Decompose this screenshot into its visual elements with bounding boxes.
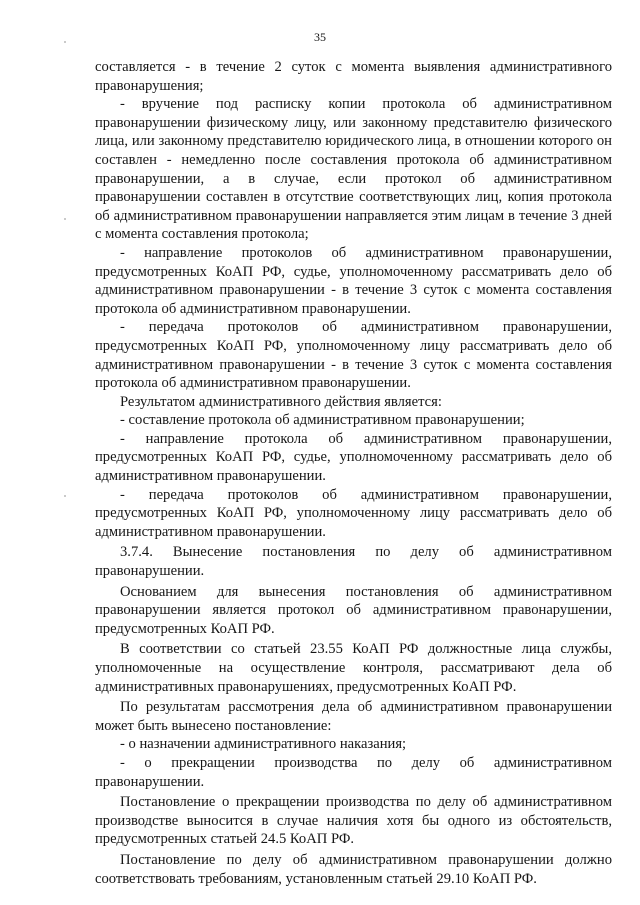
scan-speck <box>64 218 66 220</box>
paragraph-10: Основанием для вынесения постановления об административном правонарушении является протокол об административном правонарушении, предусмотренных КоАП РФ. <box>95 583 612 637</box>
scan-speck <box>64 41 66 43</box>
page-number: 35 <box>314 30 326 44</box>
paragraph-11: В соответствии со статьей 23.55 КоАП РФ должностные лица службы, уполномоченные на осуществление контроля, рассматривают дела об административных правонарушениях, предусмотренных КоАП РФ. <box>95 641 612 695</box>
paragraph-1: составляется - в течение 2 суток с момента выявления административного правонарушения; <box>95 59 612 94</box>
paragraph-15: Постановление о прекращении производства по делу об административном производстве выносится в случае наличия хотя бы одного из обстоятельств, предусмотренных статьей 24.5 КоАП РФ. <box>95 794 612 848</box>
paragraph-6: - составление протокола об административном правонарушении; <box>120 412 525 429</box>
scan-speck <box>64 495 66 497</box>
body-text <box>95 58 612 888</box>
paragraph-14: - о прекращении производства по делу об административном правонарушении. <box>95 754 612 790</box>
paragraph-16: Постановление по делу об административном правонарушении должно соответствовать требованиям, установленным статьей 29.10 КоАП РФ. <box>95 851 612 887</box>
paragraph-7: - направление протокола об административном правонарушении, предусмотренных КоАП РФ, судье, уполномоченному рассматривать дело об административном правонарушении. <box>95 430 612 485</box>
paragraph-13: - о назначении административного наказания; <box>120 736 407 753</box>
paragraph-2: - вручение под расписку копии протокола об административном правонарушении физическому лицу, или законному представителю физического лица, или законному представителю юридического лица, в отношении которого он составлен - немедленно после составления протокола об административном правонарушении, а в случае, если протокол об административном правонарушении составлен в отсутствие соответствующих лиц, копия протокола об административном правонарушении направляется этим лицам в течение 3 дней с момента составления протокола; <box>95 96 612 243</box>
paragraph-8: - передача протоколов об административном правонарушении, предусмотренных КоАП РФ, уполномоченному лицу рассматривать дело об административном правонарушении. <box>95 486 612 540</box>
section-heading-3-7-4: 3.7.4. Вынесение постановления по делу об административном правонарушении. <box>95 544 612 580</box>
paragraph-3: - направление протоколов об административном правонарушении, предусмотренных КоАП РФ, судье, уполномоченному рассматривать дело об административном правонарушении - в течение 3 суток с момента составления протокола об административном правонарушении. <box>95 244 612 317</box>
paragraph-5: Результатом административного действия является: <box>120 393 442 410</box>
paragraph-12: По результатам рассмотрения дела об административном правонарушении может быть вынесено постановление: <box>95 699 612 734</box>
paragraph-4: - передача протоколов об административном правонарушении, предусмотренных КоАП РФ, уполномоченному лицу рассматривать дело об административном правонарушении - в течение 3 суток с момента составления протокола об административном правонарушении. <box>95 319 612 392</box>
